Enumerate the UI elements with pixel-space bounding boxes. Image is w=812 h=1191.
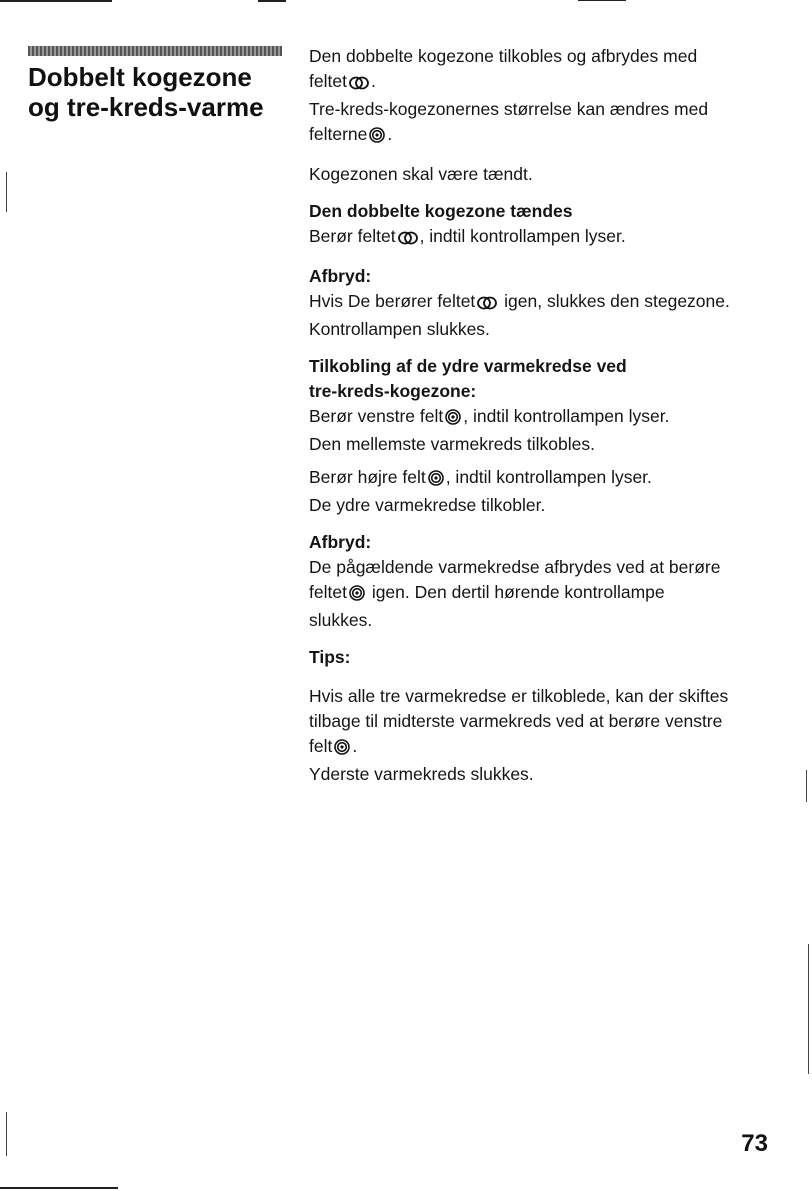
outer-off-line-2b: igen. Den dertil hørende kontrollampe bbox=[366, 582, 665, 602]
outer-on-heading-1: Tilkobling af de ydre varmekredse ved bbox=[309, 356, 627, 376]
outer-on-heading-2: tre-kreds-kogezone: bbox=[309, 381, 477, 401]
outer-on-left-c: Den mellemste varmekreds tilkobles. bbox=[309, 434, 595, 454]
outer-on-section bbox=[309, 354, 779, 457]
dual-on-text-b: , indtil kontrollampen lyser. bbox=[419, 226, 626, 246]
outer-off-line-2a: feltet bbox=[309, 582, 347, 602]
intro-line-2: feltet . bbox=[309, 69, 779, 97]
intro-line-2-text: feltet bbox=[309, 71, 347, 91]
outer-off-section bbox=[309, 530, 779, 633]
intro-line-4: felterne . bbox=[309, 122, 779, 150]
dual-zone-symbol-icon bbox=[349, 72, 369, 97]
triple-circuit-symbol-icon bbox=[369, 125, 385, 150]
body-text bbox=[309, 44, 779, 799]
section-title-line-1: Dobbelt kogezone bbox=[28, 62, 252, 92]
outer-on-right-a: Berør højre felt bbox=[309, 467, 426, 487]
dual-on-section bbox=[309, 199, 779, 252]
dual-on-text bbox=[309, 224, 779, 252]
triple-circuit-symbol-icon bbox=[428, 468, 444, 493]
triple-circuit-symbol-icon bbox=[334, 737, 350, 762]
dual-off-section bbox=[309, 264, 779, 342]
dual-off-heading: Afbryd: bbox=[309, 266, 372, 286]
outer-on-left-b: , indtil kontrollampen lyser. bbox=[463, 406, 670, 426]
dual-off-text-c: Kontrollampen slukkes. bbox=[309, 319, 490, 339]
edge-mark-right-1 bbox=[806, 770, 807, 802]
outer-on-right-section bbox=[309, 465, 779, 518]
edge-mark-left-1 bbox=[6, 172, 7, 212]
edge-mark-left-2 bbox=[6, 1112, 7, 1156]
zone-on-note: Kogezonen skal være tændt. bbox=[309, 164, 533, 184]
outer-on-right-b: , indtil kontrollampen lyser. bbox=[445, 467, 652, 487]
top-rule-right bbox=[578, 0, 626, 1]
section-title bbox=[28, 62, 298, 122]
heading-bar bbox=[28, 46, 282, 56]
dual-on-text-a: Berør feltet bbox=[309, 226, 396, 246]
outer-off-line-2 bbox=[309, 580, 779, 608]
dual-on-heading: Den dobbelte kogezone tændes bbox=[309, 201, 573, 221]
tips-line-3: felt . bbox=[309, 734, 779, 762]
section-title-line-2: og tre-kreds-varme bbox=[28, 92, 264, 122]
top-rule-mid bbox=[258, 0, 286, 2]
page-number: 73 bbox=[741, 1130, 768, 1157]
tips-line-3-text: felt bbox=[309, 736, 333, 756]
intro-line-4-text: felterne bbox=[309, 124, 368, 144]
bottom-rule bbox=[0, 1187, 118, 1189]
tips-heading: Tips: bbox=[309, 647, 351, 667]
triple-circuit-symbol-icon bbox=[349, 583, 365, 608]
tips-line-4: Yderste varmekreds slukkes. bbox=[309, 764, 534, 784]
outer-on-left-a: Berør venstre felt bbox=[309, 406, 444, 426]
outer-on-right bbox=[309, 465, 779, 493]
tips-section bbox=[309, 684, 779, 787]
outer-off-line-3: slukkes. bbox=[309, 610, 373, 630]
intro-line-1: Den dobbelte kogezone tilkobles og afbrydes med bbox=[309, 46, 698, 66]
tips-line-2: tilbage til midterste varmekreds ved at berøre venstre bbox=[309, 711, 723, 731]
intro-paragraph bbox=[309, 44, 779, 150]
dual-zone-symbol-icon bbox=[398, 227, 418, 252]
outer-on-right-c: De ydre varmekredse tilkobler. bbox=[309, 495, 546, 515]
tips-heading-block bbox=[309, 645, 779, 670]
dual-off-text-b: igen, slukkes den stegezone. bbox=[499, 291, 730, 311]
dual-off-text-a: Hvis De berører feltet bbox=[309, 291, 476, 311]
edge-mark-right-2 bbox=[808, 944, 809, 1074]
intro-line-3: Tre-kreds-kogezonernes størrelse kan ændres med bbox=[309, 99, 709, 119]
dual-zone-symbol-icon bbox=[477, 292, 497, 317]
outer-off-heading: Afbryd: bbox=[309, 532, 372, 552]
outer-on-left bbox=[309, 404, 779, 432]
triple-circuit-symbol-icon bbox=[445, 407, 461, 432]
outer-off-line-1: De pågældende varmekredse afbrydes ved at berøre bbox=[309, 557, 721, 577]
dual-off-text bbox=[309, 289, 779, 317]
tips-line-1: Hvis alle tre varmekredse er tilkoblede, kan der skiftes bbox=[309, 686, 729, 706]
top-rule-left bbox=[0, 0, 112, 2]
